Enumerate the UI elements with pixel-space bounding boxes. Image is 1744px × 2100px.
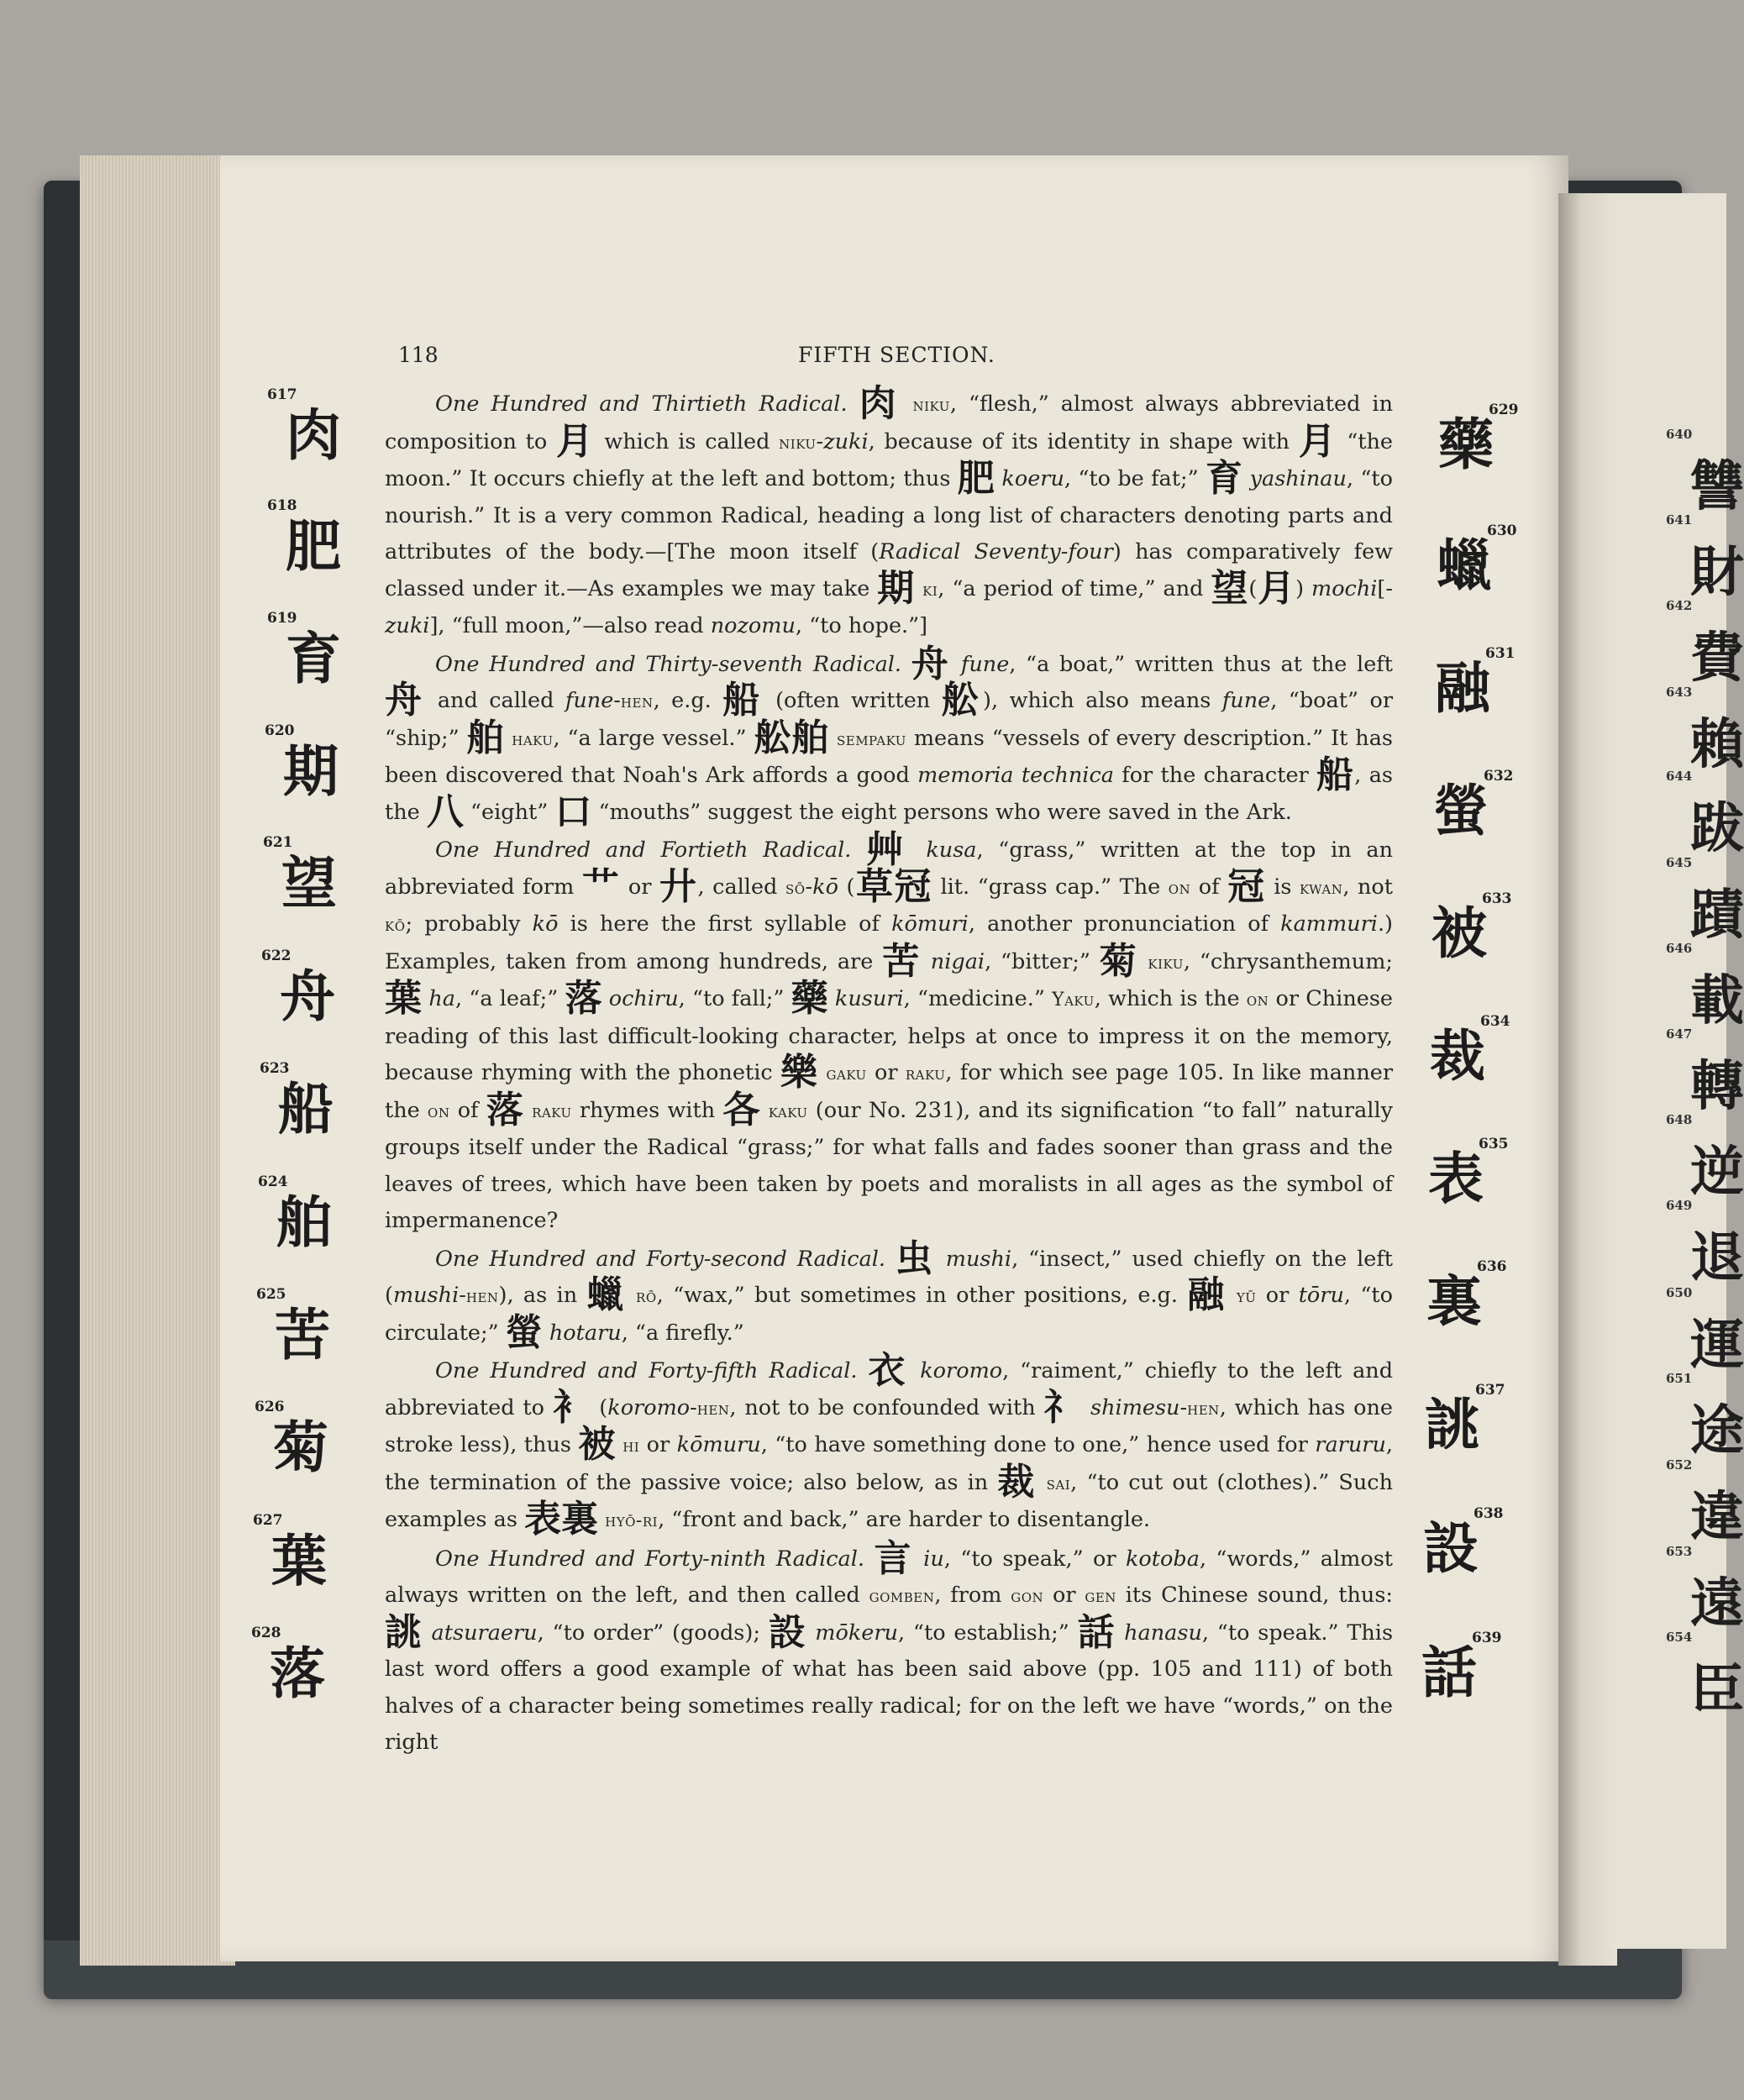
entry-char: 肉 bbox=[286, 402, 341, 468]
entry-number: 638 bbox=[1473, 1505, 1504, 1522]
entry-number: 647 bbox=[1666, 1026, 1693, 1042]
entry-char: 落 bbox=[270, 1641, 325, 1706]
entry-char: 財 bbox=[1690, 541, 1744, 604]
entry-number: 643 bbox=[1666, 685, 1693, 700]
entry-number: 651 bbox=[1666, 1371, 1693, 1386]
entry-char: 苦 bbox=[275, 1302, 330, 1368]
entry-number: 618 bbox=[267, 497, 297, 514]
entry-char: 裏 bbox=[1426, 1268, 1482, 1334]
paragraph-radical-130: One Hundred and Thirtieth Radical. 肉 niku, “flesh,” almost always abbreviated in composition to 月 which is called niku-zuki, because of its identity in shape with 月 “the moon.” It occurs chiefly at the left and bottom; thus 肥 koeru, “to be fat;” 育 yashinau, “to nourish.” It is a very common Radical, heading a long list of characters denoting parts and attributes of the body.—[The moon itself (Radical Seventy-four) has comparatively few classed under it.—As examples we may take 期 ki, “a period of time,” and 望(月) mochi[-zuki], “full moon,”—also read nozomu, “to hope.”] bbox=[385, 382, 1394, 638]
entry-char: 舟 bbox=[280, 963, 335, 1029]
entry-char: 賴 bbox=[1690, 713, 1744, 776]
entry-char: 蹟 bbox=[1690, 884, 1744, 947]
entry-number: 626 bbox=[255, 1399, 285, 1415]
entry-number: 639 bbox=[1472, 1630, 1502, 1646]
entry-number: 650 bbox=[1666, 1285, 1693, 1300]
entry-number: 645 bbox=[1666, 855, 1693, 870]
entry-number: 633 bbox=[1482, 890, 1512, 907]
radical-heading: One Hundred and Forty-second Radical. bbox=[435, 1246, 886, 1272]
entry-char: 船 bbox=[278, 1076, 334, 1142]
entry-char: 望 bbox=[281, 850, 337, 916]
page-number: 118 bbox=[398, 343, 439, 367]
radical-heading: One Hundred and Forty-fifth Radical. bbox=[435, 1358, 858, 1383]
entry-char: 螢 bbox=[1433, 778, 1489, 843]
entry-number: 649 bbox=[1666, 1198, 1693, 1213]
entry-char: 表 bbox=[1428, 1146, 1484, 1211]
paragraph-radical-142: One Hundred and Forty-second Radical. 虫 mushi, “insect,” used chiefly on the left (mushi-hen), as in 蠟 rō, “wax,” but sometimes in other positions, e.g. 融 yū or tōru, “to circulate;” 螢 hotaru, “a firefly.” bbox=[385, 1236, 1394, 1354]
entry-number: 621 bbox=[263, 834, 293, 851]
entry-number: 617 bbox=[267, 386, 297, 403]
entry-number: 637 bbox=[1475, 1382, 1505, 1399]
entry-number: 628 bbox=[251, 1625, 281, 1641]
paragraph-radical-137: One Hundred and Thirty-seventh Radical. 舟 fune, “a boat,” written thus at the left 舟 and called fune-hen, e.g. 船 (often written 舩), which also means fune, “boat” or “ship;” 舶 haku, “a large vessel.” 舩舶 sempaku means “vessels of every description.” It has been discovered that Noah's Ark affords a good memoria technica for the character 船, as the 八 “eight” 口 “mouths” suggest the eight persons who were saved in the Ark. bbox=[385, 642, 1394, 833]
entry-number: 627 bbox=[253, 1512, 283, 1529]
page-block-edge bbox=[80, 155, 235, 1966]
entry-number: 642 bbox=[1666, 598, 1693, 613]
entry-char: 裁 bbox=[1430, 1023, 1485, 1089]
entry-char: 費 bbox=[1690, 627, 1744, 690]
paragraph-radical-140: One Hundred and Fortieth Radical. 艸 kusa, “grass,” written at the top in an abbreviated form 艹 or 廾, called sō-kō (草冠 lit. “grass cap.” The on of 冠 is kwan, not kō; probably kō is here the first syllable of kōmuri, another pronunciation of kammuri.) Examples, taken from among hundreds, are 苦 nigai, “bitter;” 菊 kiku, “chrysanthemum; 葉 ha, “a leaf;” 落 ochiru, “to fall;” 藥 kusuri, “medicine.” Yaku, which is the on or Chinese reading of this last difficult-looking character, helps at once to impress it on the memory, because rhyming with the phonetic 樂 gaku or raku, for which see page 105. In like manner the on of 落 raku rhymes with 各 kaku (our No. 231), and its signification “to fall” naturally groups itself under the Radical “grass;” for what falls and fades sooner than grass and the leaves of trees, which have been taken by poets and moralists in all ages as the symbol of impermanence? bbox=[385, 828, 1394, 1233]
entry-number: 632 bbox=[1484, 768, 1514, 785]
section-title: FIFTH SECTION. bbox=[798, 343, 995, 367]
entry-char: 舶 bbox=[276, 1189, 332, 1255]
entry-number: 620 bbox=[265, 722, 295, 739]
entry-number: 625 bbox=[256, 1286, 286, 1303]
entry-char: 蠟 bbox=[1437, 533, 1492, 598]
radical-heading: One Hundred and Thirty-seventh Radical. bbox=[435, 651, 902, 677]
entry-number: 653 bbox=[1666, 1544, 1693, 1559]
paragraph-radical-149: One Hundred and Forty-ninth Radical. 言 iu, “to speak,” or kotoba, “words,” almost always written on the left, and then called gomben, from gon or gen its Chinese sound, thus: 誂 atsuraeru, “to order” (goods); 設 mōkeru, “to establish;” 話 hanasu, “to speak.” This last word offers a good example of what has been said above (pp. 105 and 111) of both halves of a character being sometimes really radical; for on the left we have “words,” on the right bbox=[385, 1536, 1394, 1755]
entry-char: 違 bbox=[1690, 1486, 1744, 1549]
entry-number: 631 bbox=[1485, 645, 1515, 662]
entry-char: 期 bbox=[283, 738, 339, 804]
entry-char: 誂 bbox=[1425, 1392, 1480, 1457]
entry-char: 途 bbox=[1690, 1399, 1744, 1462]
entry-char: 載 bbox=[1690, 969, 1744, 1032]
entry-number: 654 bbox=[1666, 1630, 1693, 1645]
entry-char: 讐 bbox=[1690, 455, 1744, 518]
entry-char: 藥 bbox=[1438, 412, 1494, 477]
radical-heading: One Hundred and Fortieth Radical. bbox=[435, 837, 852, 863]
entry-number: 630 bbox=[1487, 522, 1517, 539]
entry-number: 619 bbox=[267, 610, 297, 627]
entry-char: 育 bbox=[286, 626, 341, 691]
entry-char: 肥 bbox=[286, 513, 341, 579]
entry-number: 634 bbox=[1480, 1013, 1510, 1030]
entry-number: 646 bbox=[1666, 941, 1693, 956]
entry-number: 644 bbox=[1666, 769, 1693, 784]
entry-number: 652 bbox=[1666, 1457, 1693, 1473]
entry-number: 648 bbox=[1666, 1112, 1693, 1127]
entry-char: 退 bbox=[1690, 1226, 1744, 1289]
entry-char: 葉 bbox=[271, 1528, 327, 1593]
entry-char: 轉 bbox=[1690, 1055, 1744, 1118]
entry-char: 臣 bbox=[1690, 1658, 1744, 1721]
entry-number: 636 bbox=[1477, 1258, 1507, 1275]
entry-number: 629 bbox=[1489, 402, 1519, 418]
body-text bbox=[385, 382, 1394, 1761]
entry-char: 逆 bbox=[1690, 1141, 1744, 1204]
entry-char: 運 bbox=[1690, 1314, 1744, 1377]
entry-number: 635 bbox=[1479, 1136, 1509, 1152]
radical-heading: One Hundred and Forty-ninth Radical. bbox=[435, 1546, 865, 1572]
entry-char: 話 bbox=[1421, 1640, 1477, 1705]
entry-char: 設 bbox=[1423, 1515, 1479, 1581]
entry-char: 被 bbox=[1431, 900, 1487, 966]
entry-char: 菊 bbox=[273, 1415, 328, 1480]
paragraph-radical-145: One Hundred and Forty-fifth Radical. 衣 koromo, “raiment,” chiefly to the left and abbreviated to 衤 (koromo-hen, not to be confounded with 礻 shimesu-hen, which has one stroke less), thus 被 hi or kōmuru, “to have something done to one,” hence used for raruru, the termination of the passive voice; also below, as in 裁 sai, “to cut out (clothes).” Such examples as 表裏 hyō-ri, “front and back,” are harder to disentangle. bbox=[385, 1349, 1394, 1541]
radical-heading: One Hundred and Thirtieth Radical. bbox=[435, 391, 848, 417]
entry-char: 融 bbox=[1435, 655, 1490, 721]
entry-char: 遠 bbox=[1690, 1572, 1744, 1635]
entry-char: 跋 bbox=[1690, 797, 1744, 860]
entry-number: 640 bbox=[1666, 427, 1693, 442]
entry-number: 622 bbox=[261, 948, 292, 964]
entry-number: 641 bbox=[1666, 512, 1693, 528]
entry-number: 624 bbox=[258, 1173, 288, 1190]
entry-number: 623 bbox=[260, 1060, 290, 1077]
